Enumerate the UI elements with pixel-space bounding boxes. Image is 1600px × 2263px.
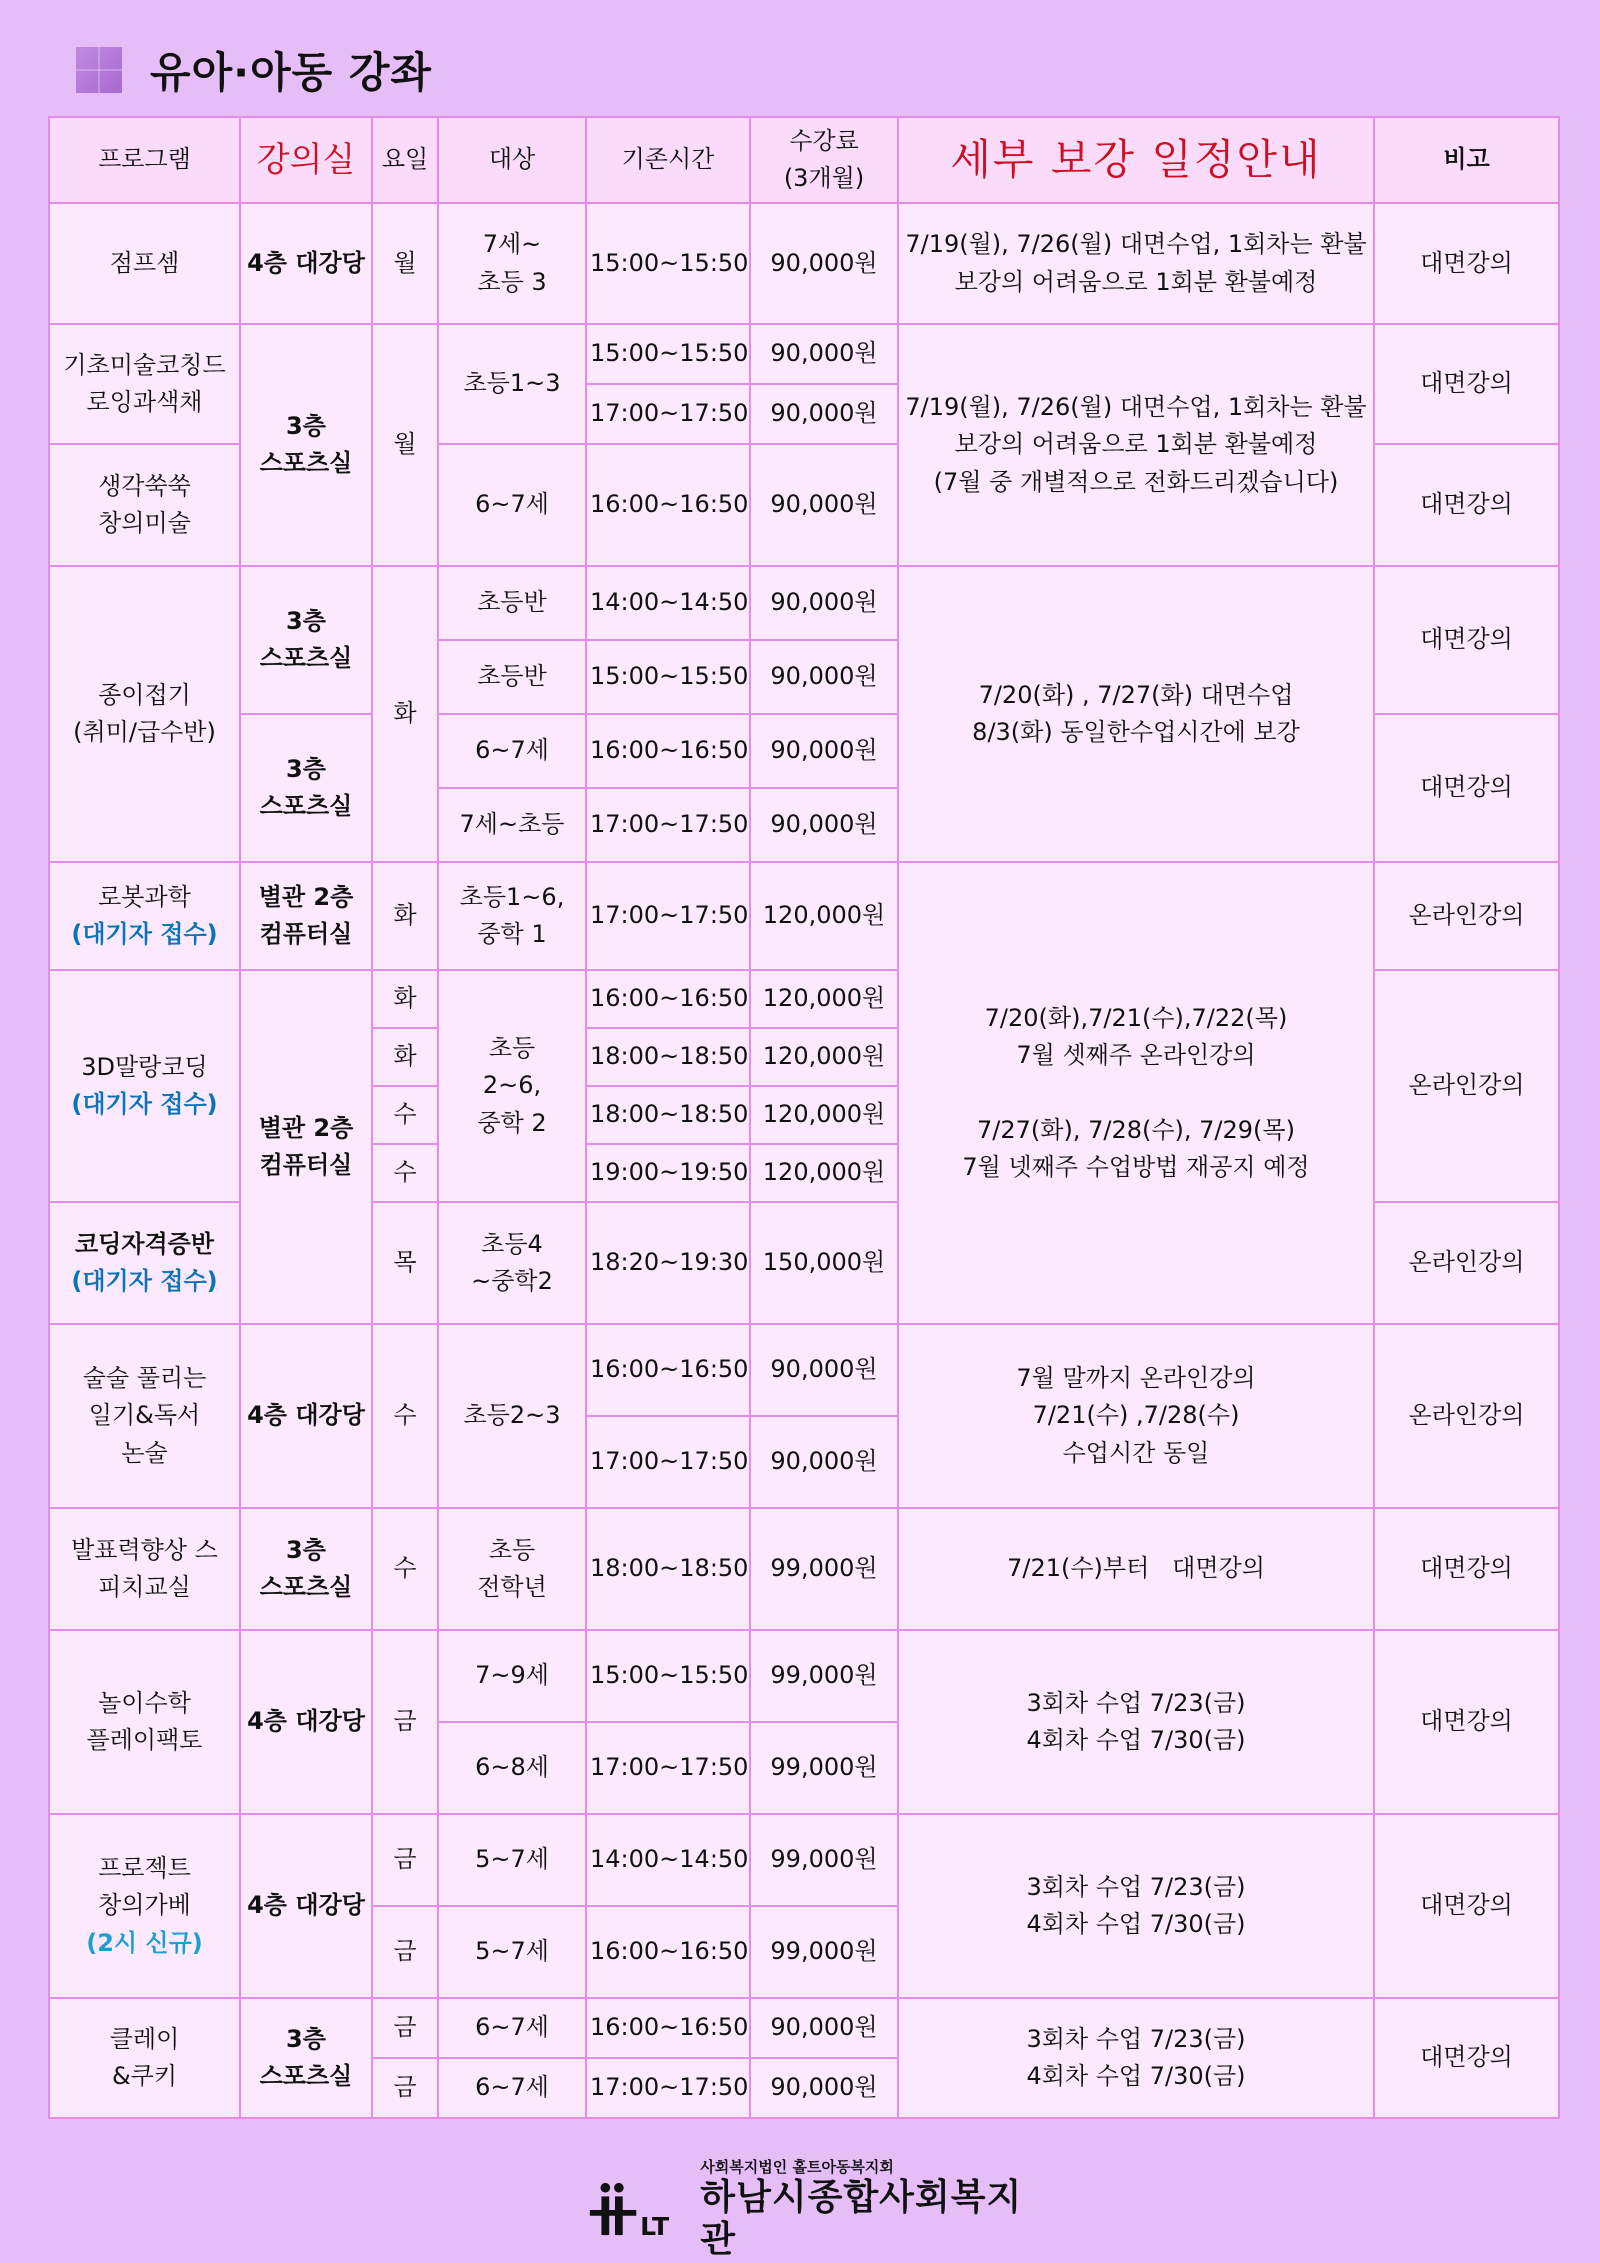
time-cell: 17:00~17:50	[586, 1722, 750, 1814]
fee-cell: 90,000원	[750, 203, 898, 324]
day-cell: 화	[372, 970, 438, 1028]
time-cell: 17:00~17:50	[586, 2058, 750, 2118]
detail-cell: 3회차 수업 7/23(금) 4회차 수업 7/30(금)	[898, 1998, 1374, 2118]
table-row	[49, 1998, 1559, 2058]
target-cell: 6~8세	[438, 1722, 586, 1814]
fee-cell: 90,000원	[750, 1998, 898, 2058]
room-cell: 3층 스포츠실	[240, 324, 372, 566]
header-detail: 세부 보강 일정안내	[898, 117, 1374, 203]
fee-cell: 90,000원	[750, 640, 898, 714]
target-cell: 7세~초등	[438, 788, 586, 862]
table-row	[49, 862, 1559, 970]
target-cell: 초등4 ~중학2	[438, 1202, 586, 1324]
table-row	[49, 324, 1559, 384]
program-name: 클레이 &쿠키	[49, 1998, 240, 2118]
target-cell: 초등반	[438, 566, 586, 640]
detail-cell: 7/19(월), 7/26(월) 대면수업, 1회차는 환불 보강의 어려움으로 1회분 환불예정 (7월 중 개별적으로 전화드리겠습니다)	[898, 324, 1374, 566]
day-cell: 금	[372, 1906, 438, 1998]
day-cell: 금	[372, 1630, 438, 1814]
program-name: 코딩자격증반 (대기자 접수)	[49, 1202, 240, 1324]
room-cell: 4층 대강당	[240, 1324, 372, 1508]
header-fee	[750, 117, 898, 203]
room-cell: 4층 대강당	[240, 1630, 372, 1814]
day-cell: 수	[372, 1508, 438, 1630]
note-cell: 온라인강의	[1374, 862, 1559, 970]
note-cell: 대면강의	[1374, 1998, 1559, 2118]
day-cell: 월	[372, 324, 438, 566]
program-name: 3D말랑코딩 (대기자 접수)	[49, 970, 240, 1202]
fee-cell: 99,000원	[750, 1630, 898, 1722]
footer-subtitle: 사회복지법인 홀트아동복지회	[700, 2158, 894, 2176]
program-name: 생각쑥쑥 창의미술	[49, 444, 240, 566]
fee-cell: 90,000원	[750, 714, 898, 788]
table-row	[49, 1508, 1559, 1630]
time-cell: 14:00~14:50	[586, 1814, 750, 1906]
target-cell: 초등 2~6, 중학 2	[438, 970, 586, 1202]
time-cell: 17:00~17:50	[586, 788, 750, 862]
program-name: 프로젝트 창의가베 (2시 신규)	[49, 1814, 240, 1998]
detail-cell: 3회차 수업 7/23(금) 4회차 수업 7/30(금)	[898, 1814, 1374, 1998]
title-square-icon	[76, 47, 122, 93]
target-cell: 초등1~3	[438, 324, 586, 444]
header-day: 요일	[372, 117, 438, 203]
room-cell: 별관 2층 컴퓨터실	[240, 862, 372, 970]
target-cell: 6~7세	[438, 444, 586, 566]
holt-logo-icon	[586, 2178, 692, 2240]
detail-cell: 7월 말까지 온라인강의 7/21(수) ,7/28(수) 수업시간 동일	[898, 1324, 1374, 1508]
day-cell: 금	[372, 1998, 438, 2058]
target-cell: 7세~ 초등 3	[438, 203, 586, 324]
detail-cell: 7/20(화) , 7/27(화) 대면수업 8/3(화) 동일한수업시간에 보강	[898, 566, 1374, 862]
table-row	[49, 566, 1559, 640]
fee-cell: 90,000원	[750, 1416, 898, 1508]
note-cell: 온라인강의	[1374, 970, 1559, 1202]
time-cell: 18:00~18:50	[586, 1086, 750, 1144]
program-name: 발표력향상 스 피치교실	[49, 1508, 240, 1630]
table-row	[49, 1630, 1559, 1722]
header-room: 강의실	[240, 117, 372, 203]
page-title	[76, 40, 432, 100]
fee-cell: 120,000원	[750, 1028, 898, 1086]
program-name: 로봇과학 (대기자 접수)	[49, 862, 240, 970]
target-cell: 초등1~6, 중학 1	[438, 862, 586, 970]
note-cell: 대면강의	[1374, 1508, 1559, 1630]
day-cell: 화	[372, 862, 438, 970]
header-fee-line2: (3개월)	[783, 164, 865, 192]
waitlist-label: (대기자 접수)	[71, 1267, 218, 1295]
note-cell: 대면강의	[1374, 1630, 1559, 1814]
detail-cell: 7/20(화),7/21(수),7/22(목) 7월 셋째주 온라인강의 7/27(화), 7/28(수), 7/29(목) 7월 넷째주 수업방법 재공지 예정	[898, 862, 1374, 1324]
target-cell: 6~7세	[438, 2058, 586, 2118]
room-cell: 4층 대강당	[240, 203, 372, 324]
time-cell: 16:00~16:50	[586, 1998, 750, 2058]
time-cell: 17:00~17:50	[586, 384, 750, 444]
fee-cell: 90,000원	[750, 1324, 898, 1416]
page-title-text: 유아·아동 강좌	[150, 48, 433, 97]
detail-cell: 3회차 수업 7/23(금) 4회차 수업 7/30(금)	[898, 1630, 1374, 1814]
fee-cell: 90,000원	[750, 566, 898, 640]
header-fee-line1: 수강료	[789, 126, 859, 155]
fee-cell: 99,000원	[750, 1814, 898, 1906]
target-cell: 7~9세	[438, 1630, 586, 1722]
fee-cell: 120,000원	[750, 1144, 898, 1202]
waitlist-label: (대기자 접수)	[71, 920, 218, 948]
time-cell: 15:00~15:50	[586, 640, 750, 714]
day-cell: 수	[372, 1086, 438, 1144]
time-cell: 16:00~16:50	[586, 1906, 750, 1998]
detail-cell: 7/19(월), 7/26(월) 대면수업, 1회차는 환불 보강의 어려움으로 1회분 환불예정	[898, 203, 1374, 324]
fee-cell: 99,000원	[750, 1906, 898, 1998]
time-cell: 18:00~18:50	[586, 1028, 750, 1086]
fee-cell: 150,000원	[750, 1202, 898, 1324]
fee-cell: 120,000원	[750, 862, 898, 970]
day-cell: 수	[372, 1144, 438, 1202]
room-cell: 3층 스포츠실	[240, 714, 372, 862]
target-cell: 5~7세	[438, 1906, 586, 1998]
note-cell: 대면강의	[1374, 324, 1559, 444]
table-row	[49, 1814, 1559, 1906]
note-cell: 대면강의	[1374, 714, 1559, 862]
target-cell: 6~7세	[438, 1998, 586, 2058]
header-program: 프로그램	[49, 117, 240, 203]
time-cell: 19:00~19:50	[586, 1144, 750, 1202]
time-cell: 16:00~16:50	[586, 970, 750, 1028]
new-class-label: (2시 신규)	[86, 1928, 203, 1957]
room-cell: 3층 스포츠실	[240, 1508, 372, 1630]
time-cell: 15:00~15:50	[586, 1630, 750, 1722]
time-cell: 14:00~14:50	[586, 566, 750, 640]
table-row	[49, 203, 1559, 324]
program-name: 점프셈	[49, 203, 240, 324]
fee-cell: 99,000원	[750, 1722, 898, 1814]
day-cell: 목	[372, 1202, 438, 1324]
day-cell: 금	[372, 2058, 438, 2118]
program-name: 기초미술코칭드 로잉과색채	[49, 324, 240, 444]
target-cell: 초등반	[438, 640, 586, 714]
day-cell: 화	[372, 566, 438, 862]
table-row	[49, 1324, 1559, 1416]
time-cell: 18:20~19:30	[586, 1202, 750, 1324]
header-target: 대상	[438, 117, 586, 203]
day-cell: 금	[372, 1814, 438, 1906]
note-cell: 대면강의	[1374, 566, 1559, 714]
footer-org-name: 하남시종합사회복지관	[700, 2177, 1023, 2260]
logo-text: LT	[640, 2212, 670, 2240]
fee-cell: 90,000원	[750, 444, 898, 566]
day-cell: 월	[372, 203, 438, 324]
note-cell: 대면강의	[1374, 203, 1559, 324]
time-cell: 15:00~15:50	[586, 324, 750, 384]
day-cell: 화	[372, 1028, 438, 1086]
note-cell: 온라인강의	[1374, 1324, 1559, 1508]
header-row	[49, 117, 1559, 203]
room-cell: 별관 2층 컴퓨터실	[240, 970, 372, 1324]
day-cell: 수	[372, 1324, 438, 1508]
target-cell: 6~7세	[438, 714, 586, 788]
fee-cell: 120,000원	[750, 970, 898, 1028]
header-time: 기존시간	[586, 117, 750, 203]
fee-cell: 99,000원	[750, 1508, 898, 1630]
footer	[586, 2158, 1046, 2260]
room-cell: 3층 스포츠실	[240, 1998, 372, 2118]
time-cell: 18:00~18:50	[586, 1508, 750, 1630]
target-cell: 5~7세	[438, 1814, 586, 1906]
target-cell: 초등2~3	[438, 1324, 586, 1508]
fee-cell: 90,000원	[750, 2058, 898, 2118]
waitlist-label: (대기자 접수)	[71, 1090, 218, 1118]
fee-cell: 90,000원	[750, 324, 898, 384]
room-cell: 3층 스포츠실	[240, 566, 372, 714]
fee-cell: 120,000원	[750, 1086, 898, 1144]
time-cell: 16:00~16:50	[586, 714, 750, 788]
note-cell: 대면강의	[1374, 444, 1559, 566]
schedule-table	[48, 116, 1560, 2119]
note-cell: 온라인강의	[1374, 1202, 1559, 1324]
program-name: 놀이수학 플레이팩토	[49, 1630, 240, 1814]
note-cell: 대면강의	[1374, 1814, 1559, 1998]
detail-cell: 7/21(수)부터 대면강의	[898, 1508, 1374, 1630]
program-name: 술술 풀리는 일기&독서 논술	[49, 1324, 240, 1508]
time-cell: 17:00~17:50	[586, 862, 750, 970]
fee-cell: 90,000원	[750, 384, 898, 444]
room-cell: 4층 대강당	[240, 1814, 372, 1998]
time-cell: 15:00~15:50	[586, 203, 750, 324]
time-cell: 16:00~16:50	[586, 1324, 750, 1416]
fee-cell: 90,000원	[750, 788, 898, 862]
target-cell: 초등 전학년	[438, 1508, 586, 1630]
program-name: 종이접기 (취미/급수반)	[49, 566, 240, 862]
header-note: 비고	[1374, 117, 1559, 203]
time-cell: 17:00~17:50	[586, 1416, 750, 1508]
time-cell: 16:00~16:50	[586, 444, 750, 566]
